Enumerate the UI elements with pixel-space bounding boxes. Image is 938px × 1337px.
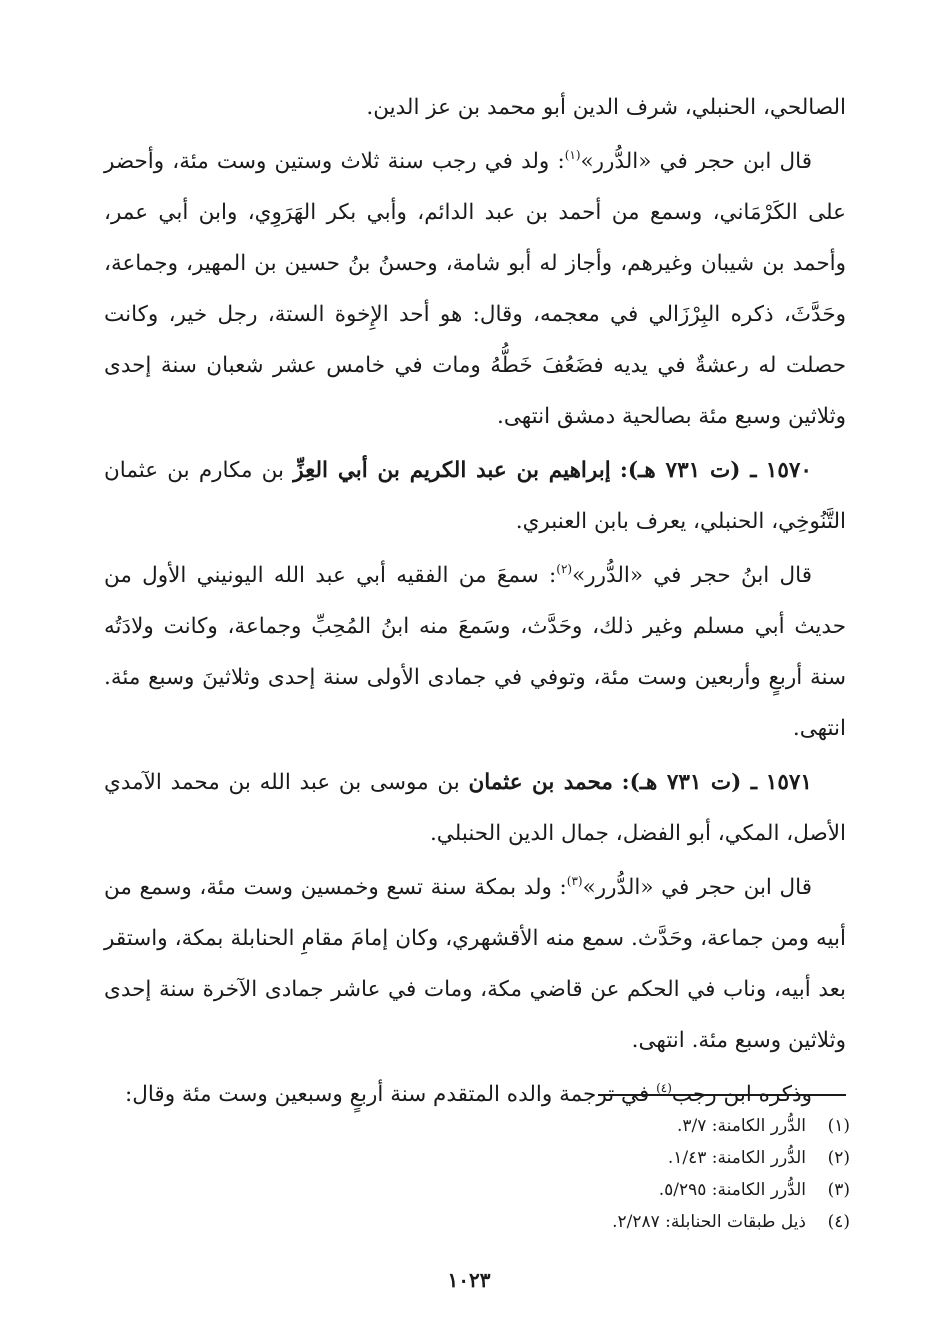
entry-number: ١٥٧٠: [765, 458, 812, 483]
footnote-number: (٤): [827, 1212, 850, 1232]
paragraph-durar-1: [104, 136, 846, 442]
entry-number: ١٥٧١: [765, 770, 812, 795]
paragraph-text: : ولد بمكة سنة تسع وخمسين وست مئة، وسمع من أبيه ومن جماعة، وحَدَّث. سمع منه الأقشهري، وكان إمامَ مقامِ الحنابلة بمكة، واستقر بعد أبيه، وناب في الحكم عن قاضي مكة، ومات في عاشر جمادى الآخرة سنة إحدى وثلاثين وسبع مئة. انتهى.: [104, 875, 846, 1053]
page-number: ١٠٢٣: [447, 1268, 491, 1292]
footnote-item: [390, 1110, 850, 1142]
entry-1571: [104, 757, 846, 859]
footnote-item: [390, 1174, 850, 1206]
footnote-number: (٣): [827, 1180, 850, 1200]
footnotes: [390, 1110, 850, 1238]
paragraph-text: : سمعَ من الفقيه أبي عبد الله اليونيني الأول من حديث أبي مسلم وغير ذلك، وحَدَّث، وسَمعَ منه ابنُ المُحِبِّ وجماعة، وكانت ولادَتُه سنة أربعٍ وأربعين وست مئة، وتوفي في جمادى الأولى سنة إحدى وثلاثينَ وسبع مئة. انتهى.: [104, 563, 846, 741]
footnote-item: [390, 1142, 850, 1174]
paragraph-start: قال ابن حجر في «الدُّرر»: [582, 875, 812, 900]
footnote-text: الدُّرر الكامنة: ٥/٢٩٥.: [658, 1180, 806, 1200]
entry-text: بن مكارم بن عثمان التَّنُوخِي، الحنبلي، يعرف بابن العنبري.: [104, 458, 846, 534]
footnote-ref-4[interactable]: (٤): [656, 1081, 672, 1095]
paragraph-start: قال ابنُ حجر في «الدُّرر»: [572, 563, 812, 588]
entry-name: محمد بن عثمان: [468, 770, 613, 795]
footnote-item: [390, 1206, 850, 1238]
entry-name: إبراهيم بن عبد الكريم بن أبي العِزِّ: [293, 458, 611, 483]
footnote-divider: [598, 1094, 846, 1096]
paragraph-text: : ولد في رجب سنة ثلاث وستين وست مئة، وأحضر على الكَرْمَاني، وسمع من أحمد بن عبد الدائم، وأبي بكر الهَرَوِي، وابن أبي عمر، وأحمد بن شيبان وغيرهم، وأجاز له أبو شامة، وحسنُ بنُ حسين بن المهير، وجماعة، وحَدَّثَ، ذكره البِرْزَالي في معجمه، وقال: هو أحد الإِخوة الستة، رجل خير، وكانت حصلت له رعشةٌ في يديه فضَعُفَ خَطُّهُ ومات في خامس عشر شعبان سنة إحدى وثلاثين وسبع مئة بصالحية دمشق انتهى.: [104, 149, 846, 429]
paragraph-text: في ترجمة والده المتقدم سنة أربعٍ وسبعين وست مئة وقال:: [125, 1082, 657, 1107]
footnote-ref-3[interactable]: (٣): [566, 874, 583, 888]
opening-line: الصالحي، الحنبلي، شرف الدين أبو محمد بن عز الدين.: [366, 95, 846, 120]
paragraph-durar-2: [104, 550, 846, 754]
entry-text: بن موسى بن عبد الله بن محمد الآمدي الأصل، المكي، أبو الفضل، جمال الدين الحنبلي.: [104, 770, 846, 846]
footnote-text: الدُّرر الكامنة: ٣/٧.: [676, 1116, 806, 1136]
footnote-number: (٢): [827, 1148, 850, 1168]
paragraph-durar-3: [104, 862, 846, 1066]
footnote-text: الدُّرر الكامنة: ١/٤٣.: [667, 1148, 806, 1168]
entry-death-date: ـ (ت ٧٣١ هـ):: [619, 458, 757, 483]
paragraph-start: وذكره ابن رجب: [671, 1082, 812, 1107]
footnote-ref-2[interactable]: (٢): [556, 562, 573, 576]
footnote-ref-1[interactable]: (١): [564, 148, 581, 162]
entry-1570: [104, 445, 846, 547]
paragraph-start: قال ابن حجر في «الدُّرر»: [580, 149, 812, 174]
page-body: [104, 82, 846, 1123]
entry-death-date: ـ (ت ٧٣١ هـ):: [621, 770, 758, 795]
footnote-number: (١): [827, 1116, 850, 1136]
footnote-text: ذيل طبقات الحنابلة: ٢/٢٨٧.: [612, 1212, 806, 1232]
